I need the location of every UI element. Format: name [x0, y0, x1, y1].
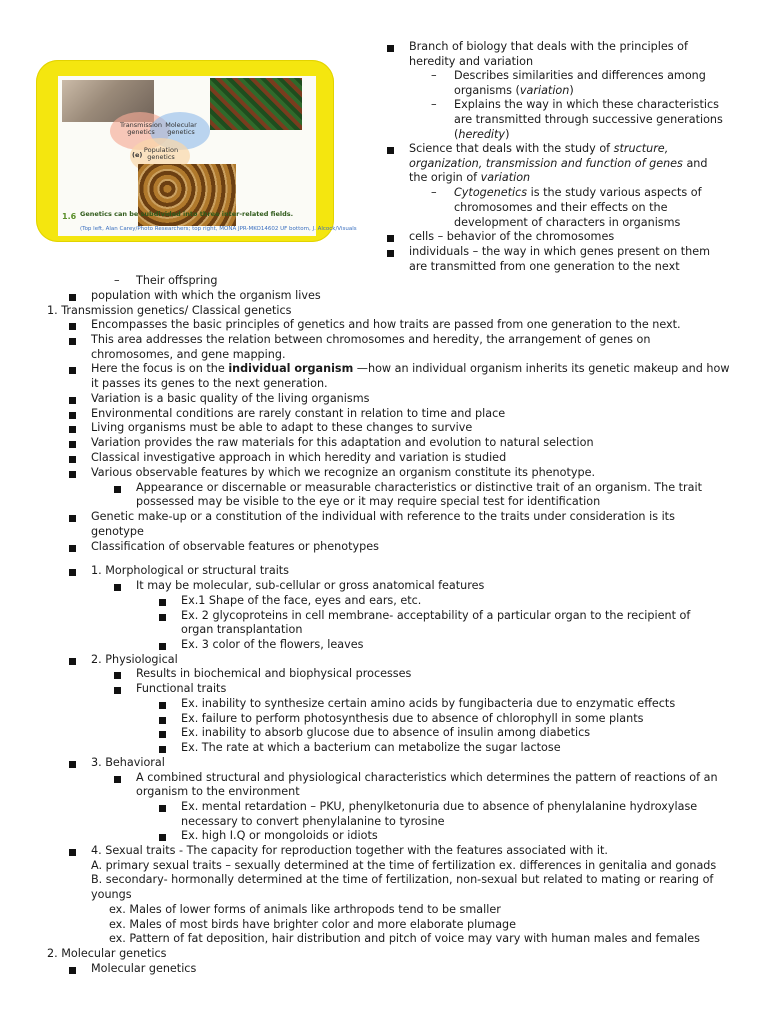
text-line: Environmental conditions are rarely constant in relation to time and place	[91, 407, 506, 420]
bullet-square	[387, 250, 394, 257]
text-line: Classification of observable features or phenotypes	[91, 540, 379, 553]
text-line: cells – behavior of the chromosomes	[409, 230, 615, 243]
text-line: development of characters in organisms	[454, 216, 681, 229]
text-line: B. secondary- hormonally determined at the time of fertilization, non-sexual but related to mating or rearing of	[91, 873, 714, 886]
bullet-square	[159, 614, 166, 621]
text-line: Ex. failure to perform photosynthesis due to absence of chlorophyll in some plants	[181, 712, 644, 725]
text-line: youngs	[91, 888, 132, 901]
bullet-square	[159, 731, 166, 738]
text-line: Ex. high I.Q or mongoloids or idiots	[181, 829, 378, 842]
figure-frame	[36, 60, 357, 242]
text-line: This area addresses the relation between chromosomes and heredity, the arrangement of genes on	[91, 333, 651, 346]
text-line: organisms (variation)	[454, 84, 574, 97]
text-line: 3. Behavioral	[91, 756, 165, 769]
bullet-square	[69, 323, 76, 330]
text-line: Variation is a basic quality of the living organisms	[91, 392, 370, 405]
bullet-square	[69, 456, 76, 463]
text-line: Living organisms must be able to adapt to these changes to survive	[91, 421, 473, 434]
molecular-photo	[210, 78, 302, 130]
text-line: heredity and variation	[409, 55, 534, 68]
text-line: necessary to convert phenylalanine to tyrosine	[181, 815, 445, 828]
figure-credit: (Top left, Alan Carey/Photo Researchers; top right, MONA JPR-MKO14602 UF bottom, J. Alcock/Visuals	[80, 226, 357, 232]
text-line: Molecular genetics	[91, 962, 197, 975]
figure-caption: Genetics can be subdivided into three inter-related fields.	[80, 210, 294, 218]
bullet-square	[69, 569, 76, 576]
bullet-square	[159, 834, 166, 841]
section-heading: 1. Transmission genetics/ Classical genetics	[47, 304, 292, 317]
dash-marker: –	[431, 186, 437, 199]
bullet-square	[159, 702, 166, 709]
bullet-square	[114, 776, 121, 783]
text-line: 4. Sexual traits - The capacity for reproduction together with the features associated with it.	[91, 844, 608, 857]
text-line: Describes similarities and differences among	[454, 69, 706, 82]
text-line: It may be molecular, sub-cellular or gross anatomical features	[136, 579, 485, 592]
text-line: organism to the environment	[136, 785, 300, 798]
bullet-square	[69, 849, 76, 856]
bullet-square	[69, 367, 76, 374]
bullet-square	[159, 599, 166, 606]
bullet-square	[69, 967, 76, 974]
text-line: chromosomes and their effects on the	[454, 201, 668, 214]
bullet-square	[69, 397, 76, 404]
text-line: Ex. mental retardation – PKU, phenylketonuria due to absence of phenylalanine hydroxylase	[181, 800, 698, 813]
text-line: Ex. The rate at which a bacterium can metabolize the sugar lactose	[181, 741, 561, 754]
text-line: Ex. 2 glycoproteins in cell membrane- acceptability of a particular organ to the recipient of	[181, 609, 691, 622]
text-line: Encompasses the basic principles of genetics and how traits are passed from one generation to the next.	[91, 318, 681, 331]
bullet-square	[69, 412, 76, 419]
bullet-square	[69, 471, 76, 478]
text-line: are transmitted from one generation to the next	[409, 260, 680, 273]
bullet-square	[159, 746, 166, 753]
text-line: organ transplantation	[181, 623, 303, 636]
text-line: Results in biochemical and biophysical processes	[136, 667, 412, 680]
text-line: ex. Males of most birds have brighter color and more elaborate plumage	[109, 918, 517, 931]
text-line: Here the focus is on the individual organism —how an individual organism inherits its genetic makeup and how	[91, 362, 730, 375]
text-line: genotype	[91, 525, 144, 538]
text-line: Ex. 3 color of the flowers, leaves	[181, 638, 364, 651]
bullet-square	[114, 687, 121, 694]
text-line: Genetic make-up or a constitution of the individual with reference to the traits under consideration is its	[91, 510, 675, 523]
bullet-square	[69, 761, 76, 768]
population-label: Population genetics	[143, 146, 179, 161]
text-line: it passes its genes to the next generation.	[91, 377, 328, 390]
bullet-square	[114, 672, 121, 679]
genetics-figure	[58, 76, 357, 236]
bullet-square	[159, 805, 166, 812]
text-line: ex. Pattern of fat deposition, hair distribution and pitch of voice may vary with human males and females	[109, 932, 700, 945]
text-line: Classical investigative approach in which heredity and variation is studied	[91, 451, 507, 464]
text-line: ex. Males of lower forms of animals like arthropods tend to be smaller	[109, 903, 501, 916]
text-line: Branch of biology that deals with the principles of	[409, 40, 688, 53]
bullet-square	[69, 426, 76, 433]
text-line: organization, transmission and function of genes and	[409, 157, 708, 170]
dash-marker: –	[431, 69, 437, 82]
dash-marker: –	[431, 98, 437, 111]
text-line: (heredity)	[454, 128, 510, 141]
text-line: population with which the organism lives	[91, 289, 321, 302]
text-line: A. primary sexual traits – sexually determined at the time of fertilization ex. differences in genitalia and gonads	[91, 859, 717, 872]
text-line: Various observable features by which we recognize an organism constitute its phenotype.	[91, 466, 596, 479]
text-line: Explains the way in which these characteristics	[454, 98, 719, 111]
text-line: possessed may be visible to the eye or it may require special test for identification	[136, 495, 601, 508]
text-line: Their offspring	[136, 274, 218, 287]
text-line: Science that deals with the study of structure,	[409, 142, 669, 155]
bullet-square	[114, 486, 121, 493]
text-line: chromosomes, and gene mapping.	[91, 348, 286, 361]
text-line: individuals – the way in which genes present on them	[409, 245, 711, 258]
transmission-label: Transmission genetics	[120, 121, 162, 136]
bullet-square	[69, 515, 76, 522]
text-line: Appearance or discernable or measurable characteristics or distinctive trait of an organism. The trait	[136, 481, 703, 494]
text-line: are transmitted through successive generations	[454, 113, 723, 126]
bullet-square	[159, 643, 166, 650]
dash-marker: –	[114, 274, 120, 287]
text-line: 1. Morphological or structural traits	[91, 564, 290, 577]
figure-number: 1.6	[62, 212, 77, 221]
text-line: Functional traits	[136, 682, 227, 695]
bullet-square	[159, 717, 166, 724]
bullet-square	[387, 235, 394, 242]
text-line: Ex.1 Shape of the face, eyes and ears, etc.	[181, 594, 422, 607]
text-line: Cytogenetics is the study various aspects of	[454, 186, 702, 199]
section-heading: 2. Molecular genetics	[47, 947, 167, 960]
text-line: 2. Physiological	[91, 653, 178, 666]
molecular-label: Molecular genetics	[165, 121, 197, 136]
bullet-square	[387, 45, 394, 52]
bullet-square	[69, 658, 76, 665]
bullet-square	[69, 441, 76, 448]
text-line: Ex. inability to absorb glucose due to absence of insulin among diabetics	[181, 726, 591, 739]
text-line: the origin of variation	[409, 171, 531, 184]
bullet-square	[69, 545, 76, 552]
text-line: A combined structural and physiological characteristics which determines the pattern of reactions of an	[136, 771, 718, 784]
text-line: Ex. inability to synthesize certain amino acids by fungibacteria due to enzymatic effects	[181, 697, 676, 710]
panel-e-label: (e)	[132, 151, 143, 159]
bullet-square	[387, 147, 394, 154]
bullet-square	[69, 294, 76, 301]
bullet-square	[114, 584, 121, 591]
bullet-square	[69, 338, 76, 345]
text-line: Variation provides the raw materials for this adaptation and evolution to natural selection	[91, 436, 594, 449]
